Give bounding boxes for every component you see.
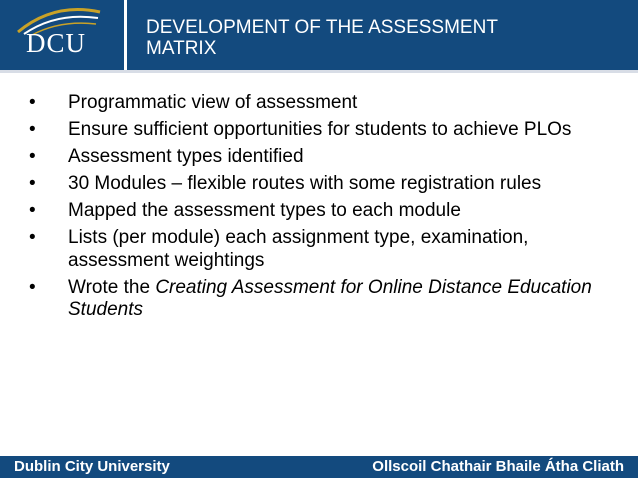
bullet-text: Lists (per module) each assignment type, examination, assessment weightings xyxy=(68,227,529,271)
footer-irish-name: Ollscoil Chathair Bhaile Átha Cliath xyxy=(372,458,624,475)
bullet-item xyxy=(28,146,608,169)
bullet-marker: • xyxy=(29,92,36,113)
bullet-item xyxy=(28,173,608,196)
bullet-item xyxy=(28,277,608,322)
footer-university-name: Dublin City University xyxy=(14,458,170,475)
bullet-item xyxy=(28,227,608,272)
publication-title: Creating Assessment for Online Distance Education Students xyxy=(68,276,592,320)
bullet-marker: • xyxy=(29,146,36,167)
header-rule xyxy=(0,70,638,73)
bullet-marker: • xyxy=(29,200,36,221)
header-divider xyxy=(124,0,127,70)
footer-bar xyxy=(0,456,638,478)
bullet-text: 30 Modules – flexible routes with some registration rules xyxy=(68,173,542,194)
bullet-text: Programmatic view of assessment xyxy=(68,92,358,113)
bullet-text: Mapped the assessment types to each module xyxy=(68,200,461,221)
bullet-marker: • xyxy=(29,276,36,298)
slide-title xyxy=(146,17,616,59)
bullet-marker: • xyxy=(29,227,36,248)
logo-text: DCU xyxy=(26,28,87,58)
bullet-item xyxy=(28,119,608,142)
bullet-list xyxy=(28,92,608,326)
bullet-text: Assessment types identified xyxy=(68,146,304,167)
dcu-logo xyxy=(0,0,122,70)
header-bar xyxy=(0,0,638,70)
bullet-text: Ensure sufficient opportunities for students to achieve PLOs xyxy=(68,119,572,140)
bullet-item xyxy=(28,200,608,223)
slide-title-line1: DEVELOPMENT OF THE ASSESSMENT xyxy=(146,17,498,38)
bullet-text-prefix: Wrote the xyxy=(68,276,156,298)
bullet-marker: • xyxy=(29,173,36,194)
slide-title-line2: MATRIX xyxy=(146,38,217,59)
bullet-item xyxy=(28,92,608,115)
bullet-marker: • xyxy=(29,119,36,140)
